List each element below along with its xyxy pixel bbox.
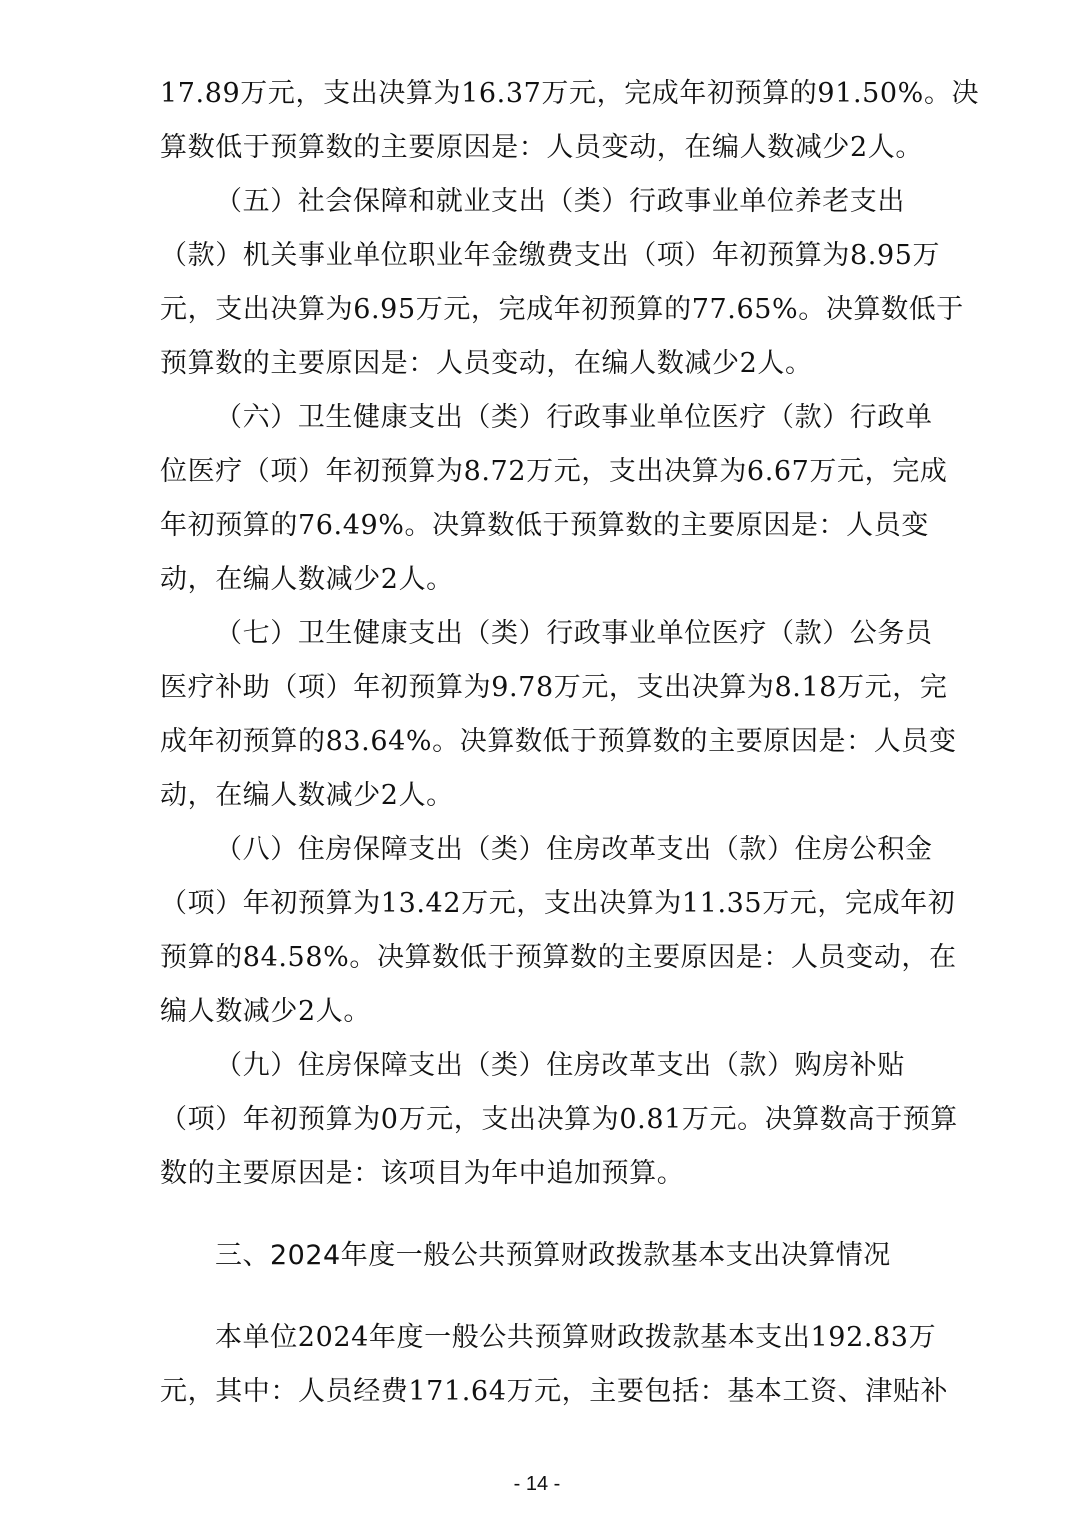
paragraph-line: 数的主要原因是：该项目为年中追加预算。 bbox=[160, 1158, 685, 1189]
section-heading: 三、2024年度一般公共预算财政拨款基本支出决算情况 bbox=[215, 1240, 891, 1271]
paragraph-line: （八）住房保障支出（类）住房改革支出（款）住房公积金 bbox=[215, 834, 933, 865]
paragraph-line: 成年初预算的83.64%。决算数低于预算数的主要原因是：人员变 bbox=[160, 726, 957, 757]
paragraph-line: 医疗补助（项）年初预算为9.78万元，支出决算为8.18万元，完 bbox=[160, 672, 948, 703]
paragraph-line: 编人数减少2人。 bbox=[160, 996, 371, 1027]
paragraph-line: 动，在编人数减少2人。 bbox=[160, 780, 454, 811]
paragraph-line: 算数低于预算数的主要原因是：人员变动，在编人数减少2人。 bbox=[160, 132, 923, 163]
paragraph-line: 动，在编人数减少2人。 bbox=[160, 564, 454, 595]
paragraph-line: （六）卫生健康支出（类）行政事业单位医疗（款）行政单 bbox=[215, 402, 933, 433]
paragraph-line: （九）住房保障支出（类）住房改革支出（款）购房补贴 bbox=[215, 1050, 905, 1081]
paragraph-line: 预算数的主要原因是：人员变动，在编人数减少2人。 bbox=[160, 348, 813, 379]
paragraph-line: （款）机关事业单位职业年金缴费支出（项）年初预算为8.95万 bbox=[160, 240, 941, 271]
paragraph-line: 元，支出决算为6.95万元，完成年初预算的77.65%。决算数低于 bbox=[160, 294, 964, 325]
paragraph-line: 位医疗（项）年初预算为8.72万元，支出决算为6.67万元，完成 bbox=[160, 456, 948, 487]
paragraph-line: （项）年初预算为13.42万元，支出决算为11.35万元，完成年初 bbox=[160, 888, 956, 919]
paragraph-line: 本单位2024年度一般公共预算财政拨款基本支出192.83万 bbox=[215, 1322, 937, 1353]
paragraph-line: 元，其中：人员经费171.64万元，主要包括：基本工资、津贴补 bbox=[160, 1376, 949, 1407]
paragraph-line: （五）社会保障和就业支出（类）行政事业单位养老支出 bbox=[215, 186, 905, 217]
paragraph-line: （项）年初预算为0万元，支出决算为0.81万元。决算数高于预算 bbox=[160, 1104, 958, 1135]
paragraph-line: 预算的84.58%。决算数低于预算数的主要原因是：人员变动，在 bbox=[160, 942, 957, 973]
page-number: - 14 - bbox=[513, 1473, 561, 1495]
paragraph-line: （七）卫生健康支出（类）行政事业单位医疗（款）公务员 bbox=[215, 618, 933, 649]
paragraph-line: 年初预算的76.49%。决算数低于预算数的主要原因是：人员变 bbox=[160, 510, 929, 541]
paragraph-line: 17.89万元，支出决算为16.37万元，完成年初预算的91.50%。决 bbox=[160, 78, 980, 109]
